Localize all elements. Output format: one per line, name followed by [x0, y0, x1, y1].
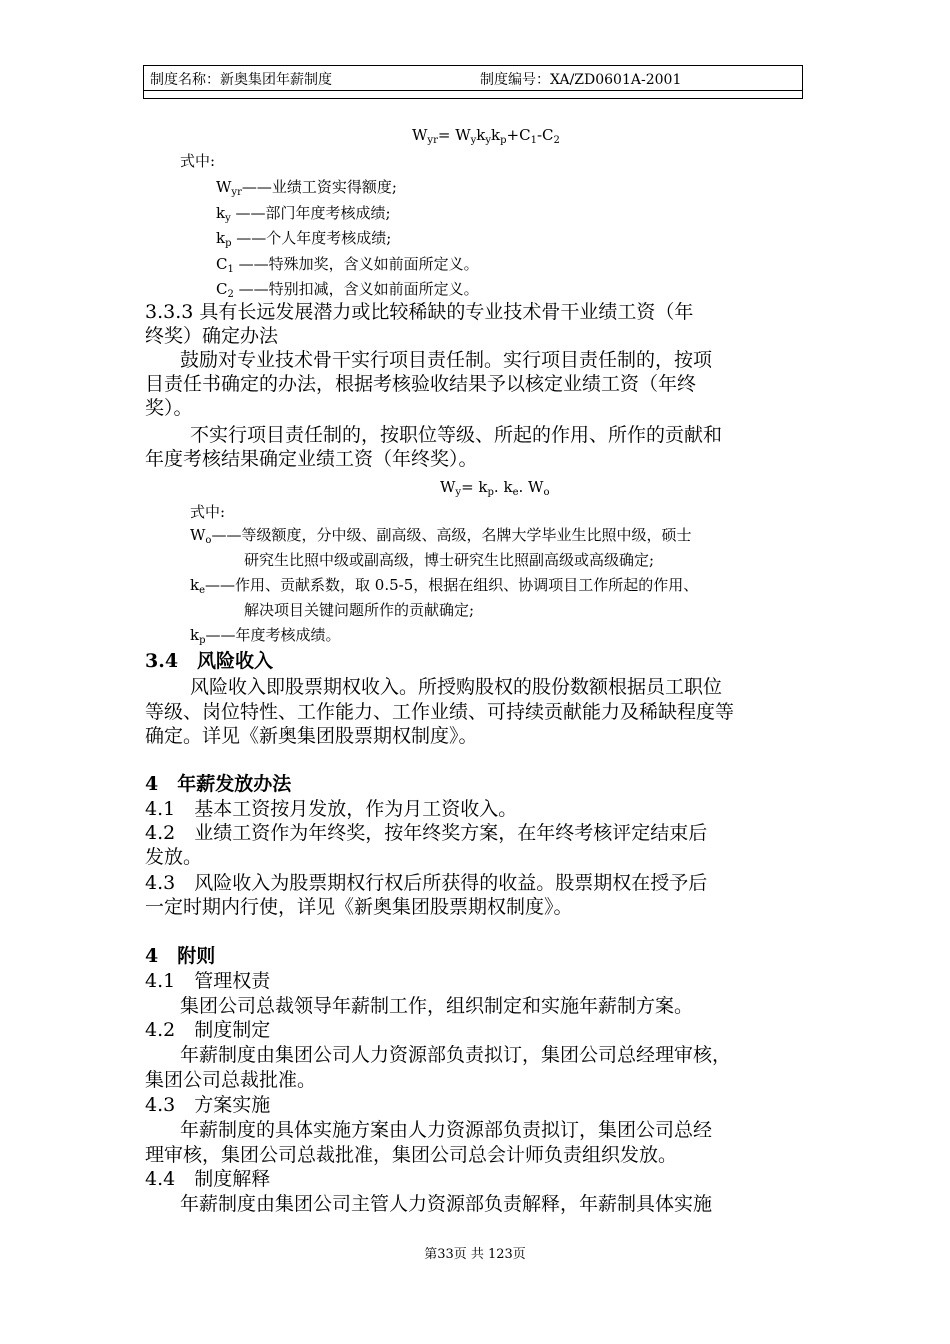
section-333-title-line2: 终奖）确定办法	[145, 325, 279, 347]
document-header	[143, 65, 803, 99]
where-item-kp: $k_p$ ——个人年度考核成绩;	[216, 229, 392, 249]
section-34-line3: 确定。详见《新奥集团股票期权制度》。	[145, 725, 478, 747]
section-333-para1-line3: 奖）。	[145, 397, 193, 419]
section-43-para-line2: 理审核，集团公司总裁批准，集团公司总会计师负责组织发放。	[145, 1144, 678, 1166]
section-42-para-line2: 集团公司总裁批准。	[145, 1069, 317, 1091]
section-42-line1: 4.2 业绩工资作为年终奖，按年终奖方案，在年终考核评定结束后	[145, 822, 708, 844]
section-34-line2: 等级、岗位特性、工作能力、工作业绩、可持续贡献能力及稀缺程度等	[145, 701, 735, 723]
section-41-para: 集团公司总裁领导年薪制工作，组织制定和实施年薪制方案。	[180, 995, 694, 1017]
where-item-c1: $C_1$ ——特殊加奖，含义如前面所定义。	[216, 255, 479, 275]
section-41-basic-salary: 4.1 基本工资按月发放，作为月工资收入。	[145, 798, 518, 820]
where-item-ke-line1: $k_e——$作用、贡献系数，取 0.5-5，根据在组织、协调项目工作所起的作用、	[190, 576, 699, 596]
where-item-ky: $k_y$ ——部门年度考核成绩;	[216, 204, 391, 224]
where-item-ke-line2: 解决项目关键问题所作的贡献确定;	[244, 601, 475, 619]
section-4-payment-title: 4 年薪发放办法	[145, 773, 292, 795]
section-43-title: 4.3 方案实施	[145, 1094, 271, 1116]
page-number-footer: 第33页 共 123页	[424, 1247, 526, 1262]
section-333-para1-line1: 鼓励对专业技术骨干实行项目责任制。实行项目责任制的，按项	[180, 349, 713, 371]
section-34-line1: 风险收入即股票期权收入。所授购股权的股份数额根据员工职位	[190, 676, 723, 698]
header-doc-number: 制度编号：XA/ZD0601A-2001	[480, 72, 682, 88]
section-42-line2: 发放。	[145, 846, 203, 868]
section-333-title-line1: 3.3.3 具有长远发展潜力或比较稀缺的专业技术骨干业绩工资（年	[145, 301, 694, 323]
section-43-line1: 4.3 风险收入为股票期权行权后所获得的收益。股票期权在授予后	[145, 872, 708, 894]
section-333-para2-line2: 年度考核结果确定业绩工资（年终奖）。	[145, 448, 478, 470]
header-doc-name: 制度名称：新奥集团年薪制度	[150, 72, 332, 88]
where-item-wyr: $W_{yr}——$业绩工资实得额度;	[216, 178, 397, 198]
section-34-title: 3.4 风险收入	[145, 650, 274, 672]
formula-wyr: $W_{yr}= W_yk_yk_p+C_1-C_2$	[412, 126, 560, 146]
where-item-c2: $C_2$ ——特别扣减，含义如前面所定义。	[216, 280, 479, 300]
section-44-title: 4.4 制度解释	[145, 1168, 271, 1190]
section-41-title: 4.1 管理权责	[145, 970, 271, 992]
section-43-para-line1: 年薪制度的具体实施方案由人力资源部负责拟订，集团公司总经	[180, 1119, 713, 1141]
section-43-line2: 一定时期内行使，详见《新奥集团股票期权制度》。	[145, 896, 573, 918]
section-44-para-line1: 年薪制度由集团公司主管人力资源部负责解释，年薪制具体实施	[180, 1193, 713, 1215]
section-42-title: 4.2 制度制定	[145, 1019, 271, 1041]
formula-wy: $W_y= k_p$. $k_e$. $W_o$	[440, 478, 550, 498]
section-4-appendix-title: 4 附则	[145, 945, 216, 967]
section-333-para2-line1: 不实行项目责任制的，按职位等级、所起的作用、所作的贡献和	[190, 424, 723, 446]
header-divider	[144, 90, 802, 91]
where-item-kp2: $k_p——$年度考核成绩。	[190, 626, 341, 646]
where-item-wo-line2: 研究生比照中级或副高级，博士研究生比照副高级或高级确定;	[244, 551, 655, 569]
section-42-para-line1: 年薪制度由集团公司人力资源部负责拟订，集团公司总经理审核，	[180, 1044, 732, 1066]
where-item-wo-line1: $W_o——$等级额度，分中级、副高级、高级，名牌大学毕业生比照中级，硕士	[190, 526, 692, 546]
where-label-2: 式中:	[190, 503, 226, 521]
where-label-1: 式中:	[180, 152, 216, 170]
section-333-para1-line2: 目责任书确定的办法，根据考核验收结果予以核定业绩工资（年终	[145, 373, 697, 395]
